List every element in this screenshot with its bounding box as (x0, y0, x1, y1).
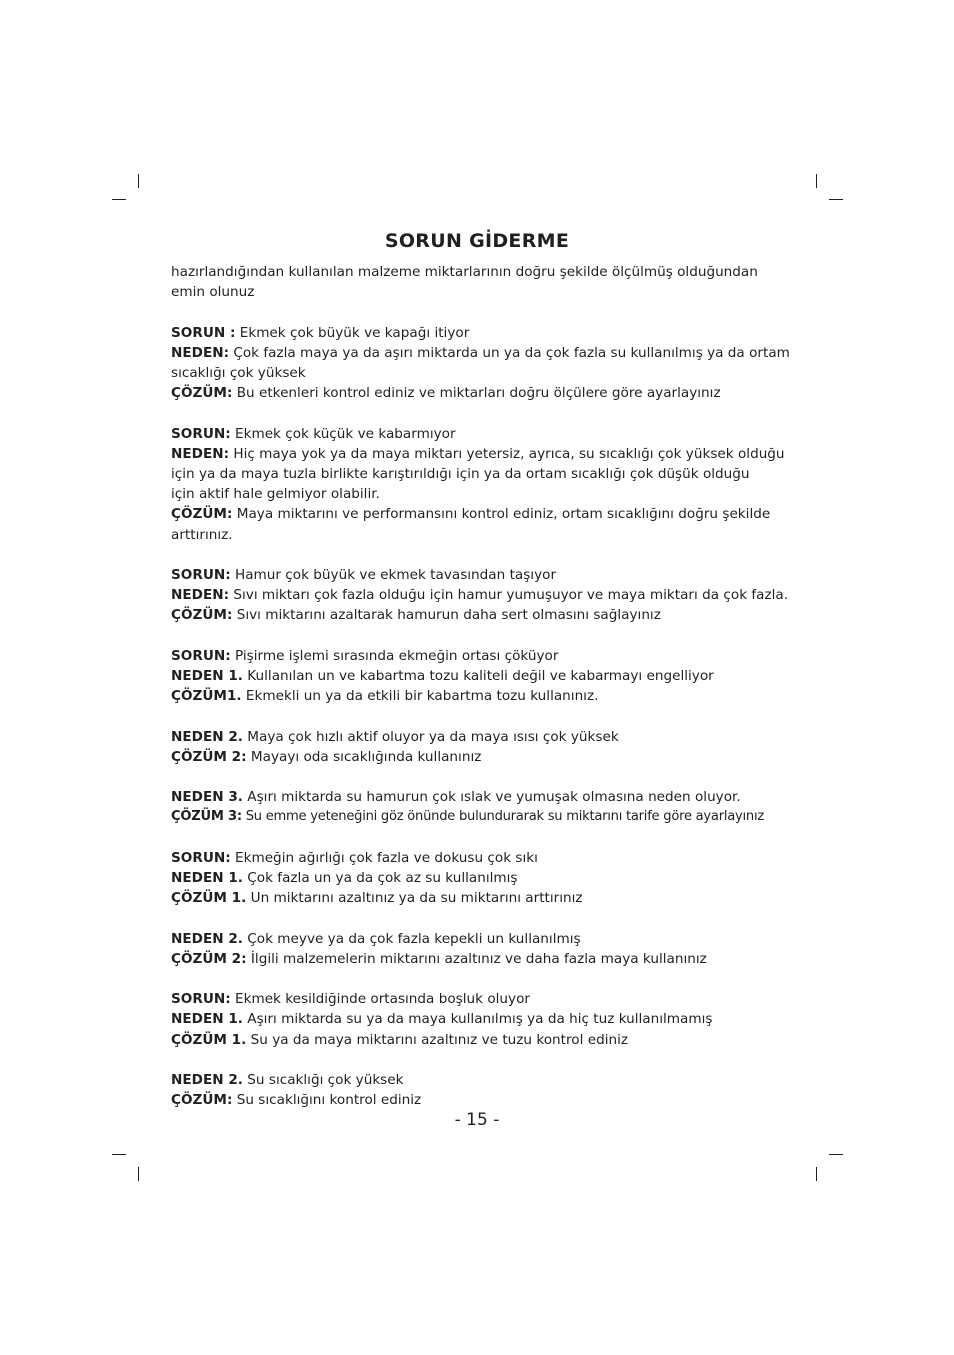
line-label: NEDEN: (171, 344, 230, 361)
line-label: SORUN : (171, 324, 236, 341)
line-text: Aşırı miktarda su hamurun çok ıslak ve yumuşak olmasına neden oluyor. (242, 789, 741, 806)
line-label: ÇÖZÜM 1. (171, 1031, 247, 1048)
line-label: ÇÖZÜM: (171, 607, 233, 624)
crop-mark-bottom-right-horizontal (829, 1154, 843, 1155)
page-title: SORUN GİDERME (384, 230, 570, 252)
troubleshooting-block (171, 929, 791, 969)
text-line (171, 343, 791, 363)
line-text: Çok meyve ya da çok fazla kepekli un kullanılmış (242, 930, 581, 947)
line-label: NEDEN 1. (171, 869, 243, 886)
text-line (171, 525, 791, 545)
line-text: için aktif hale gelmiyor olabilir. (171, 486, 380, 503)
line-text: emin olunuz (171, 284, 255, 301)
text-line (171, 565, 791, 585)
text-line (171, 444, 791, 464)
line-label: NEDEN 3. (171, 789, 243, 806)
text-line (171, 383, 791, 403)
text-line (171, 848, 791, 868)
line-text: Çok fazla maya ya da aşırı miktarda un ya da çok fazla su kullanılmış ya da ortam (229, 344, 790, 361)
text-line (171, 949, 791, 969)
line-label: SORUN: (171, 425, 231, 442)
line-text: Su emme yeteneğini göz önünde bulundurarak su miktarını tarife göre ayarlayınız (241, 809, 764, 825)
line-label: NEDEN 1. (171, 1011, 243, 1028)
line-text: Çok fazla un ya da çok az su kullanılmış (242, 869, 518, 886)
text-line (171, 262, 791, 282)
troubleshooting-block (171, 1070, 791, 1110)
line-label: NEDEN 2. (171, 930, 243, 947)
text-line (171, 686, 791, 706)
line-text: arttırınız. (171, 526, 233, 543)
text-line (171, 282, 791, 302)
line-text: Maya çok hızlı aktif oluyor ya da maya ısısı çok yüksek (242, 728, 619, 745)
troubleshooting-block (171, 565, 791, 626)
line-text: Su sıcaklığı çok yüksek (242, 1071, 404, 1088)
line-label: NEDEN: (171, 445, 230, 462)
text-line (171, 585, 791, 605)
line-text: Ekmeğin ağırlığı çok fazla ve dokusu çok sıkı (230, 849, 538, 866)
text-line (171, 504, 791, 524)
text-line (171, 1070, 791, 1090)
line-text: sıcaklığı çok yüksek (171, 365, 306, 381)
troubleshooting-block (171, 323, 791, 404)
line-text: Ekmekli un ya da etkili bir kabartma tozu kullanınız. (241, 688, 599, 705)
line-text: Ekmek kesildiğinde ortasında boşluk oluyor (230, 991, 530, 1008)
text-line (171, 787, 791, 807)
text-line (171, 868, 791, 888)
line-text: Kullanılan un ve kabartma tozu kaliteli değil ve kabarmayı engelliyor (242, 668, 714, 684)
troubleshooting-block (171, 989, 791, 1050)
crop-mark-bottom-left-vertical (138, 1167, 139, 1181)
line-text: Hamur çok büyük ve ekmek tavasından taşıyor (230, 567, 557, 583)
line-label: NEDEN 1. (171, 668, 243, 684)
crop-mark-top-right-horizontal (829, 199, 843, 200)
text-line (171, 323, 791, 343)
troubleshooting-block (171, 848, 791, 909)
line-text: için ya da maya tuzla birlikte karıştırıldığı için ya da ortam sıcaklığı çok düşük olduğu (171, 466, 750, 482)
text-line (171, 363, 791, 383)
crop-mark-bottom-right-vertical (816, 1167, 817, 1181)
text-line (171, 888, 791, 908)
text-line (171, 464, 791, 484)
troubleshooting-block (171, 262, 791, 302)
line-text: Sıvı miktarı çok fazla olduğu için hamur yumuşuyor ve maya miktarı da çok fazla. (229, 587, 789, 604)
troubleshooting-block (171, 424, 791, 545)
text-line (171, 484, 791, 504)
text-line (171, 1009, 791, 1029)
line-label: SORUN: (171, 567, 231, 583)
line-text: Ekmek çok küçük ve kabarmıyor (230, 425, 456, 442)
troubleshooting-block (171, 787, 791, 827)
text-line (171, 929, 791, 949)
line-text: Su sıcaklığını kontrol ediniz (232, 1092, 422, 1109)
line-label: NEDEN 2. (171, 1071, 243, 1088)
line-text: Bu etkenleri kontrol ediniz ve miktarları doğru ölçülere göre ayarlayınız (232, 385, 721, 402)
line-label: ÇÖZÜM: (171, 1092, 233, 1109)
line-text: Maya miktarını ve performansını kontrol ediniz, ortam sıcaklığını doğru şekilde (232, 506, 771, 523)
line-label: ÇÖZÜM1. (171, 688, 242, 705)
line-label: SORUN: (171, 849, 231, 866)
text-line (171, 1090, 791, 1110)
troubleshooting-block (171, 727, 791, 767)
line-text: Un miktarını azaltınız ya da su miktarını arttırınız (246, 890, 583, 907)
text-line (171, 646, 791, 666)
line-label: ÇÖZÜM 1. (171, 890, 247, 907)
line-text: Aşırı miktarda su ya da maya kullanılmış ya da hiç tuz kullanılmamış (242, 1011, 713, 1028)
line-text: hazırlandığından kullanılan malzeme miktarlarının doğru şekilde ölçülmüş olduğundan (171, 264, 758, 280)
line-label: ÇÖZÜM 3: (171, 809, 242, 825)
line-label: ÇÖZÜM: (171, 506, 233, 523)
line-text: Pişirme işlemi sırasında ekmeğin ortası çöküyor (230, 647, 559, 664)
crop-mark-top-left-horizontal (112, 199, 126, 200)
text-line (171, 1030, 791, 1050)
page-number: - 15 - (454, 1110, 500, 1130)
line-label: ÇÖZÜM: (171, 385, 233, 402)
line-label: ÇÖZÜM 2: (171, 748, 247, 765)
crop-mark-bottom-left-horizontal (112, 1154, 126, 1155)
text-line (171, 807, 791, 827)
text-line (171, 989, 791, 1009)
text-line (171, 605, 791, 625)
line-text: Mayayı oda sıcaklığında kullanınız (246, 748, 482, 765)
troubleshooting-content (171, 262, 791, 1131)
line-text: Ekmek çok büyük ve kapağı itiyor (235, 324, 470, 341)
line-text: İlgili malzemelerin miktarını azaltınız ve daha fazla maya kullanınız (246, 950, 707, 967)
crop-mark-top-right-vertical (816, 174, 817, 188)
troubleshooting-block (171, 646, 791, 707)
text-line (171, 666, 791, 686)
text-line (171, 727, 791, 747)
line-text: Su ya da maya miktarını azaltınız ve tuzu kontrol ediniz (246, 1031, 628, 1048)
line-label: ÇÖZÜM 2: (171, 950, 247, 967)
line-label: SORUN: (171, 647, 231, 664)
text-line (171, 424, 791, 444)
line-label: SORUN: (171, 991, 231, 1008)
line-label: NEDEN 2. (171, 728, 243, 745)
line-label: NEDEN: (171, 587, 230, 604)
text-line (171, 747, 791, 767)
line-text: Sıvı miktarını azaltarak hamurun daha sert olmasını sağlayınız (232, 607, 661, 624)
crop-mark-top-left-vertical (138, 174, 139, 188)
line-text: Hiç maya yok ya da maya miktarı yetersiz, ayrıca, su sıcaklığı çok yüksek olduğu (229, 445, 785, 462)
